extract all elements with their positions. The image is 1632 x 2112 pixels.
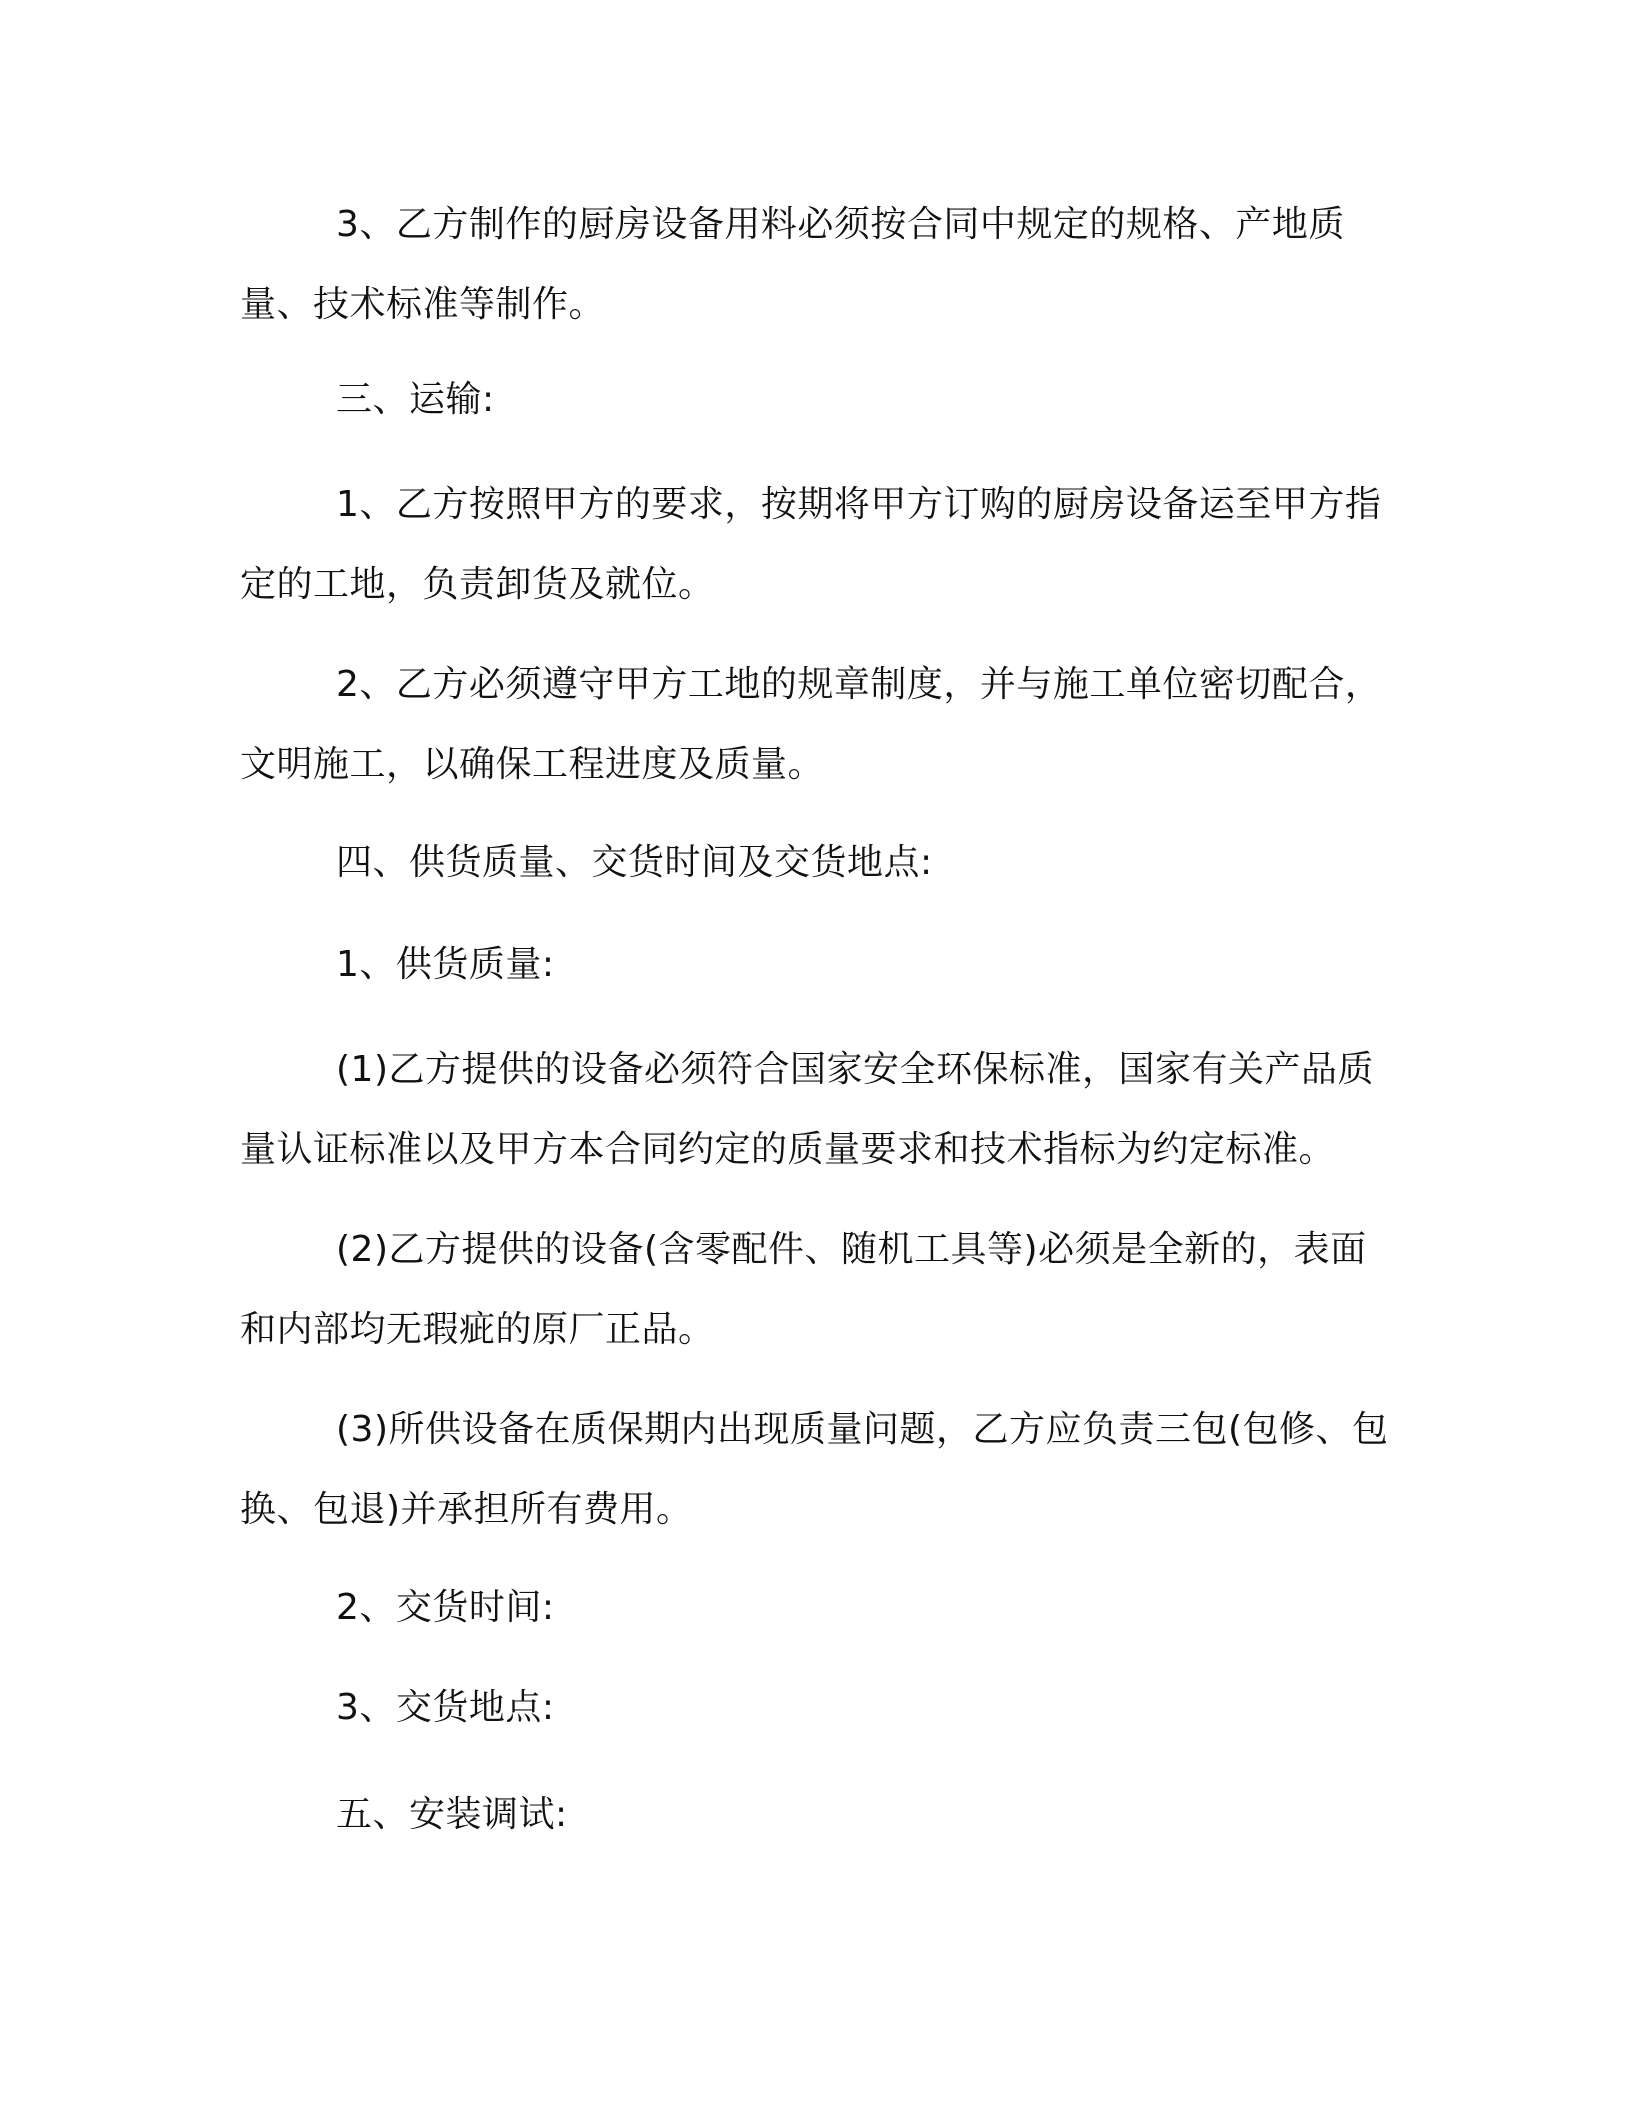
heading-quality: 1、供货质量: (336, 944, 555, 985)
heading-delivery-time: 2、交货时间: (336, 1587, 555, 1628)
paragraph-quality-3: (3)所供设备在质保期内出现质量问题，乙方应负责三包(包修、包换、包退)并承担所有费用。 (240, 1409, 1389, 1530)
heading-delivery-location: 3、交货地点: (336, 1687, 555, 1728)
heading-supply-quality: 四、供货质量、交货时间及交货地点: (336, 842, 933, 883)
heading-transport: 三、运输: (336, 379, 495, 420)
paragraph-quality-2: (2)乙方提供的设备(含零配件、随机工具等)必须是全新的，表面和内部均无瑕疵的原厂正品。 (240, 1229, 1367, 1350)
paragraph-quality-1: (1)乙方提供的设备必须符合国家安全环保标准，国家有关产品质量认证标准以及甲方本合同约定的质量要求和技术指标为约定标准。 (240, 1049, 1374, 1170)
paragraph-transport-delivery: 1、乙方按照甲方的要求，按期将甲方订购的厨房设备运至甲方指定的工地，负责卸货及就位。 (240, 484, 1382, 605)
paragraph-materials-standard: 3、乙方制作的厨房设备用料必须按合同中规定的规格、产地质量、技术标准等制作。 (240, 204, 1345, 325)
paragraph-site-rules: 2、乙方必须遵守甲方工地的规章制度，并与施工单位密切配合，文明施工，以确保工程进度及质量。 (240, 664, 1382, 785)
heading-installation: 五、安装调试: (336, 1794, 568, 1835)
